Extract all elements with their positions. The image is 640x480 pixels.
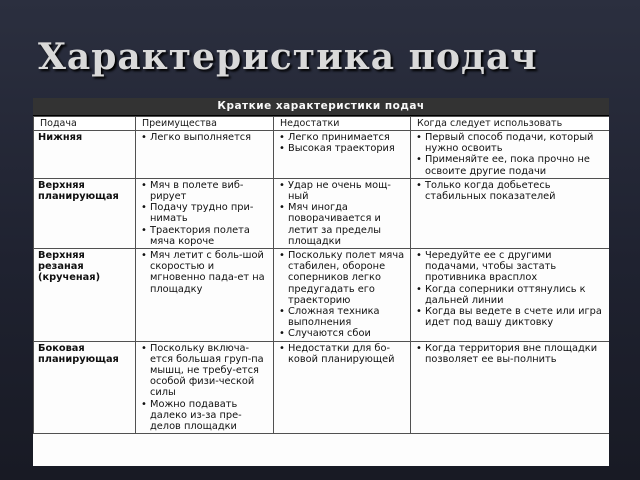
header-serve: Подача (34, 117, 136, 131)
when-to-use-item: • Первый способ подачи, который нужно освоить (416, 132, 606, 154)
table-title: Краткие характеристики подач (33, 98, 609, 116)
advantage-item: • Траектория полета мяча короче (141, 225, 270, 247)
header-when-to-use: Когда следует использовать (411, 117, 610, 131)
disadvantage-item: • Мяч иногда поворачивается и летит за пределы площадки (279, 202, 407, 247)
when-to-use-cell (411, 178, 610, 248)
table-row (34, 341, 610, 434)
when-to-use-item: • Применяйте ее, пока прочно не освоите другие подачи (416, 154, 606, 176)
disadvantage-item: • Недостатки для бо-ковой планирующей (279, 343, 407, 365)
table-row (34, 249, 610, 342)
table-header-row (34, 117, 610, 131)
advantage-item: • Можно подавать далеко из-за пре-делов площадки (141, 399, 270, 433)
bullet-list (141, 180, 270, 247)
when-to-use-item: • Когда территория вне площадки позволяет ее вы-полнить (416, 343, 606, 365)
disadvantage-item: • Удар не очень мощ-ный (279, 180, 407, 202)
bullet-list (279, 343, 407, 365)
advantages-cell (136, 341, 274, 434)
disadvantage-item: • Легко принимается (279, 132, 407, 143)
advantages-cell (136, 131, 274, 179)
bullet-list (279, 180, 407, 247)
serve-name: Нижняя (34, 131, 136, 179)
when-to-use-item: • Только когда добьетесь стабильных показателей (416, 180, 606, 202)
advantage-item: • Мяч в полете виб-рирует (141, 180, 270, 202)
bullet-list (141, 343, 270, 433)
table-row (34, 131, 610, 179)
bullet-list (416, 180, 606, 202)
advantage-item: • Легко выполняется (141, 132, 270, 143)
disadvantage-item: • Поскольку полет мяча стабилен, обороне соперников легко предугадать его траекторию (279, 250, 407, 306)
disadvantages-cell (274, 249, 411, 342)
advantages-cell (136, 178, 274, 248)
disadvantage-item: • Высокая траектория (279, 143, 407, 154)
header-disadvantages: Недостатки (274, 117, 411, 131)
advantage-item: • Мяч летит с боль-шой скоростью и мгновенно пада-ет на площадку (141, 250, 270, 295)
serve-name: Верхняя резаная (крученая) (34, 249, 136, 342)
disadvantages-cell (274, 178, 411, 248)
advantage-item: • Подачу трудно при-нимать (141, 202, 270, 224)
when-to-use-item: • Когда соперники оттянулись к дальней линии (416, 284, 606, 306)
bullet-list (141, 250, 270, 295)
bullet-list (416, 343, 606, 365)
when-to-use-item: • Чередуйте ее с другими подачами, чтобы застать противника врасплох (416, 250, 606, 284)
disadvantage-item: • Случаются сбои (279, 328, 407, 339)
bullet-list (141, 132, 270, 143)
slide-title: Характеристика подач (38, 36, 538, 78)
advantages-cell (136, 249, 274, 342)
disadvantages-cell (274, 341, 411, 434)
disadvantage-item: • Сложная техника выполнения (279, 306, 407, 328)
bullet-list (279, 132, 407, 154)
bullet-list (416, 250, 606, 328)
serve-characteristics-table (33, 116, 609, 434)
advantage-item: • Поскольку включа-ется большая груп-па мышц, не требу-ется особой физи-ческой силы (141, 343, 270, 399)
scanned-table-image (33, 98, 609, 466)
when-to-use-item: • Когда вы ведете в счете или игра идет под вашу диктовку (416, 306, 606, 328)
bullet-list (416, 132, 606, 177)
disadvantages-cell (274, 131, 411, 179)
when-to-use-cell (411, 131, 610, 179)
header-advantages: Преимущества (136, 117, 274, 131)
serve-name: Боковая планирующая (34, 341, 136, 434)
serve-name: Верхняя планирующая (34, 178, 136, 248)
table-row (34, 178, 610, 248)
bullet-list (279, 250, 407, 340)
when-to-use-cell (411, 249, 610, 342)
when-to-use-cell (411, 341, 610, 434)
